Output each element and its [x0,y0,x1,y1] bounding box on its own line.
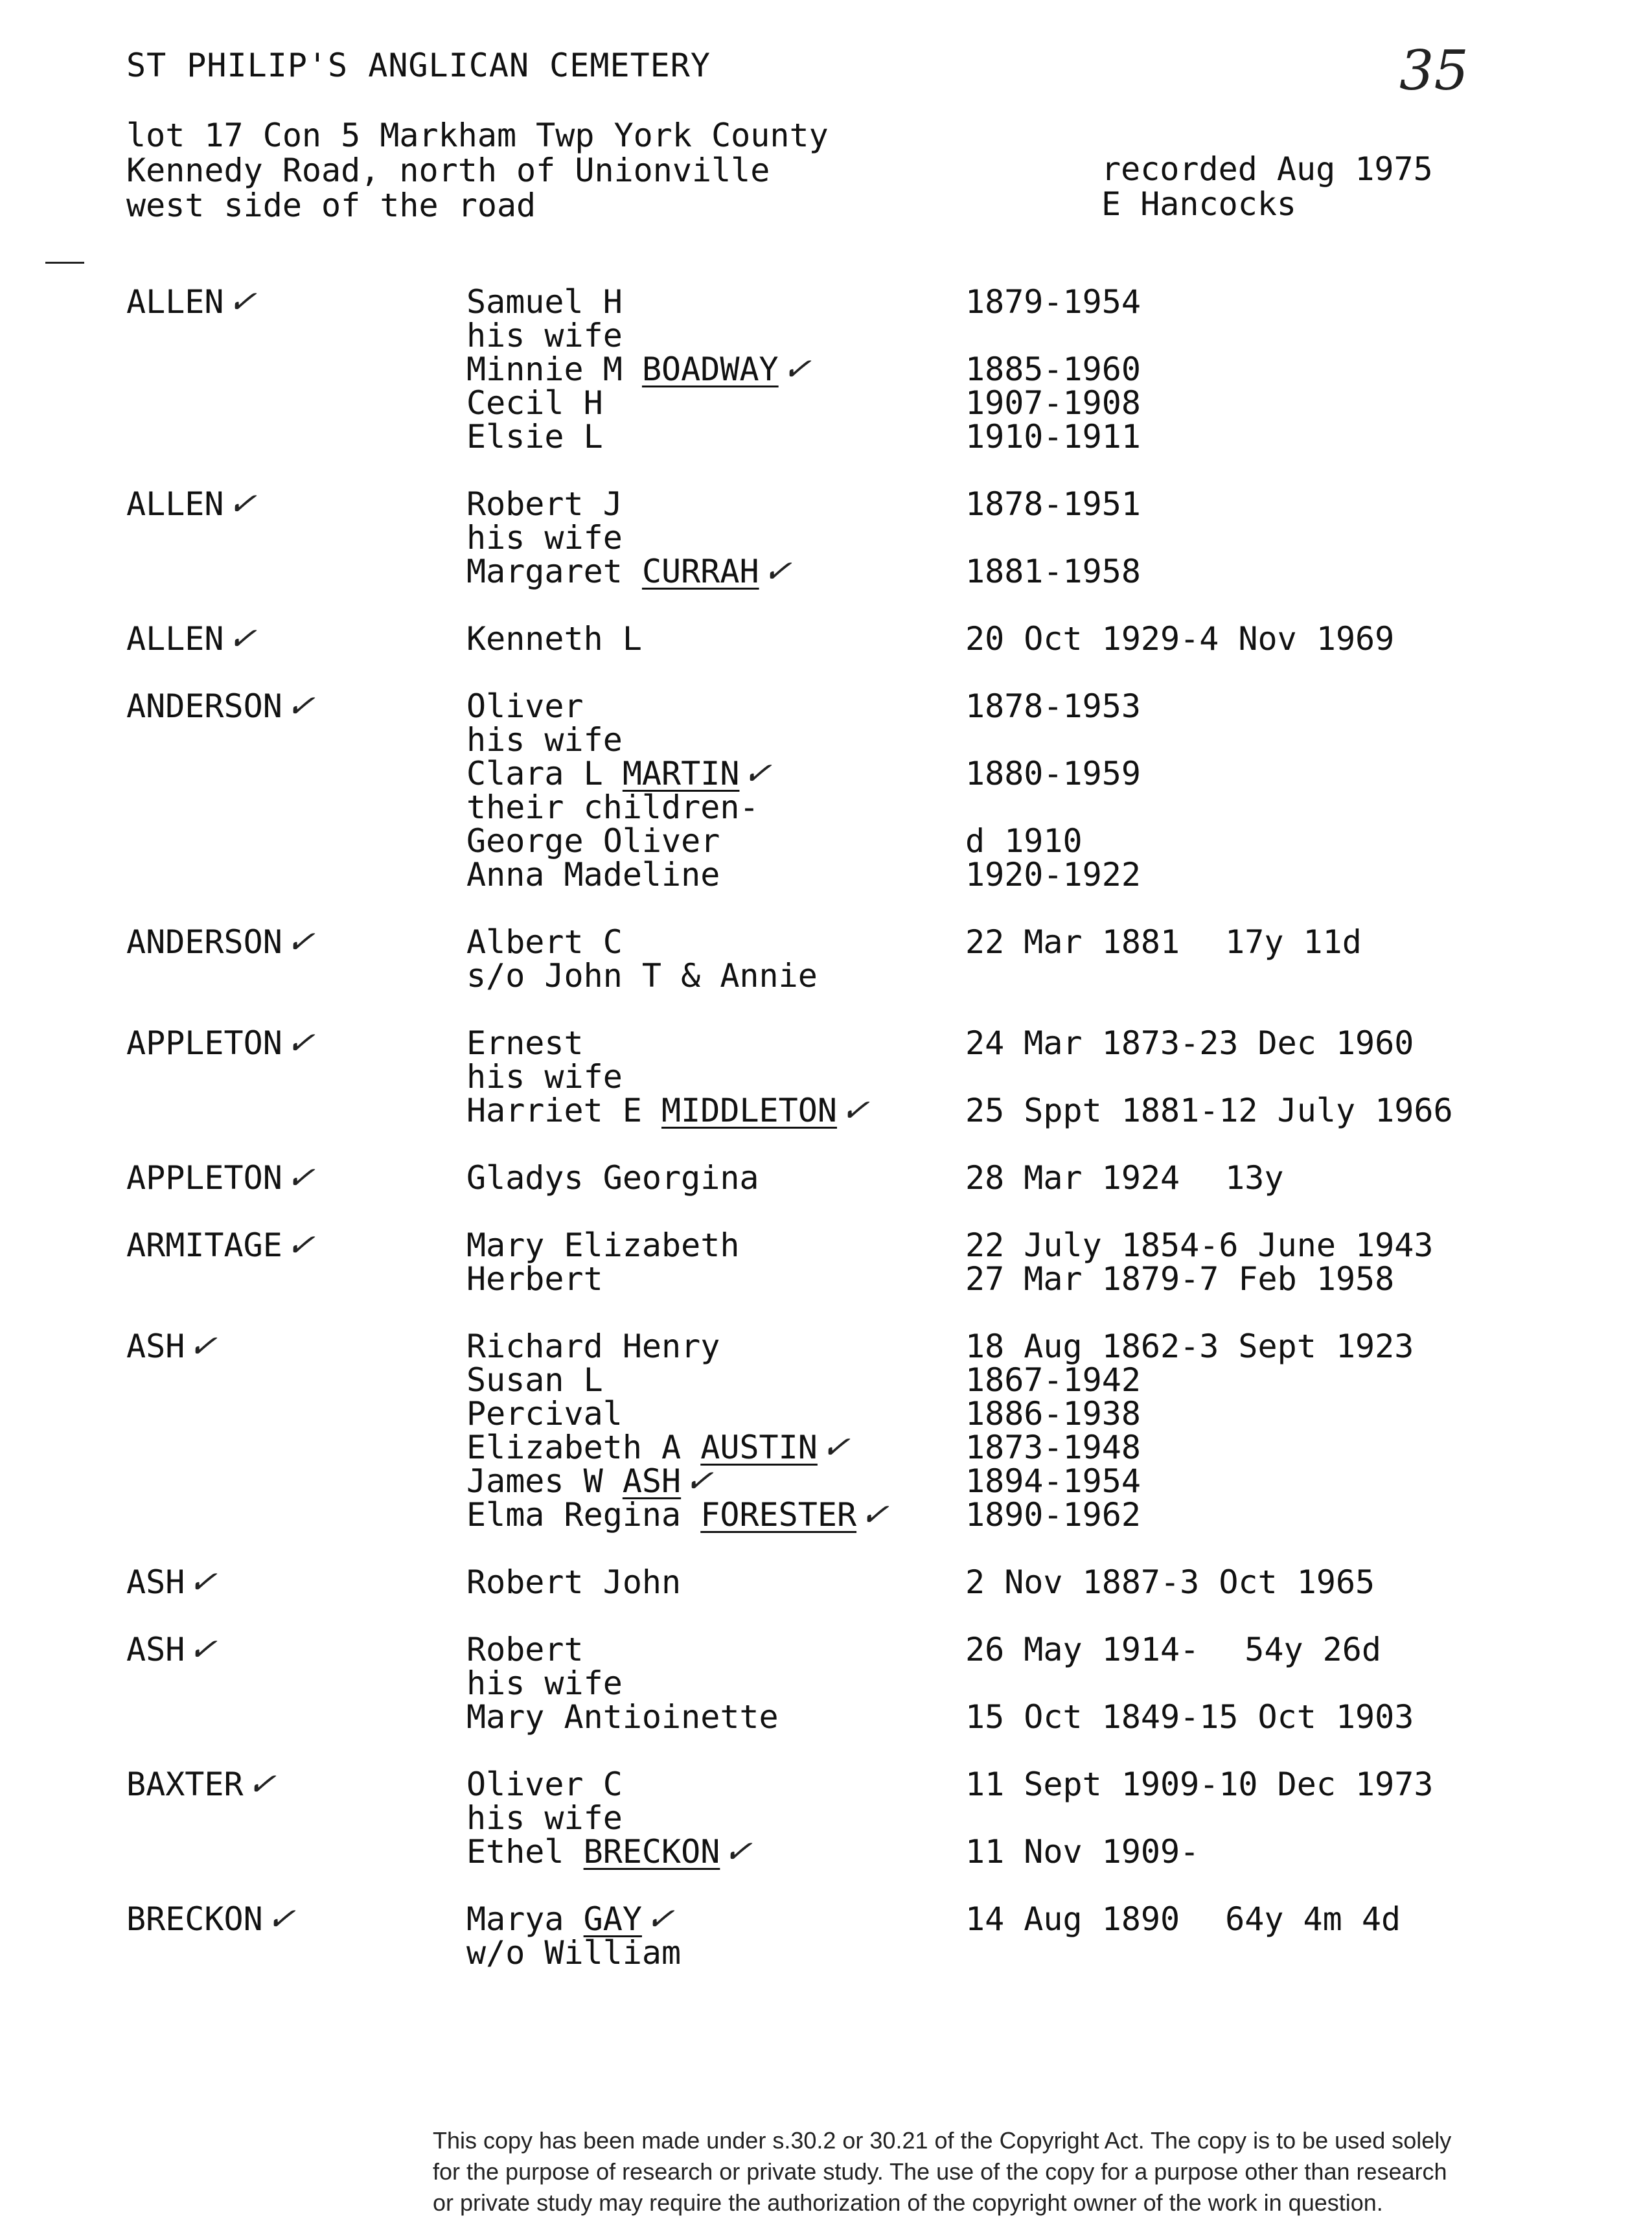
person-name: Ernest [466,1024,584,1062]
surname [126,1898,297,1941]
person-row [466,386,1652,420]
location-block [126,118,829,223]
person-row [466,1026,1652,1060]
person-row [466,1060,1652,1094]
surname-text: ALLEN [126,620,224,658]
copyright-notice [433,2125,1625,2218]
person-name: his wife [466,1664,623,1702]
check-mark-icon: ✓ [225,483,258,525]
person-name: Susan L [466,1361,603,1399]
person-row [466,752,1652,795]
person-row [466,959,1652,993]
life-dates: 1881-1958 [965,553,1141,590]
location-line: lot 17 Con 5 Markham Twp York County [126,117,829,154]
check-mark-icon: ✓ [858,1493,891,1536]
copyright-line: or private study may require the authorization of the copyright owner of the work in question. [433,2189,1383,2216]
surname-underlined: MARTIN [622,755,740,792]
surname-text: ASH [126,1631,185,1668]
burial-entry [0,921,1652,995]
person-row [466,790,1652,824]
life-dates: 22 Mar 1881 [965,923,1180,961]
person-row [466,1700,1652,1734]
person-name: Herbert [466,1260,603,1298]
check-mark-icon: ✓ [761,550,794,593]
person-name: Percival [466,1395,623,1433]
life-dates: 1885-1960 [965,351,1141,388]
person-name: Elma Regina FORESTER✓ [466,1493,891,1536]
life-dates: 1880-1959 [965,755,1141,792]
check-mark-icon: ✓ [741,752,774,795]
person-row [466,1898,1652,1941]
surname [126,281,258,323]
person-name: Oliver [466,687,584,725]
check-mark-icon: ✓ [284,1224,317,1267]
life-dates: 1910-1911 [965,418,1141,455]
location-line: west side of the road [126,187,536,224]
surname-underlined: GAY [583,1900,642,1938]
surname [126,1022,317,1065]
person-name: Samuel H [466,283,623,321]
surname-underlined: CURRAH [641,553,759,590]
check-mark-icon: ✓ [245,1763,278,1806]
person-row [466,1565,1652,1599]
burial-entry [0,1561,1652,1604]
life-dates: 22 July 1854-6 June 1943 [965,1227,1434,1264]
person-row [466,622,1652,656]
check-mark-icon: ✓ [187,1628,219,1671]
recorder-name: E Hancocks [1101,185,1297,223]
person-name: their children- [466,789,759,826]
person-name: Robert John [466,1563,682,1601]
person-name: w/o William [466,1934,682,1972]
check-mark-icon: ✓ [643,1898,676,1941]
check-mark-icon: ✓ [284,685,317,728]
surname [126,1224,317,1267]
life-dates: 14 Aug 1890 [965,1900,1180,1938]
person-row [466,689,1652,723]
handwritten-page-number: 35 [1399,39,1469,102]
person-row [466,858,1652,892]
age-at-death: 13y [1225,1159,1284,1197]
check-mark-icon: ✓ [284,1022,317,1065]
check-mark-icon: ✓ [683,1460,715,1503]
person-row [466,1089,1652,1132]
surname [126,685,317,728]
burial-entry [0,483,1652,593]
surname [126,1561,219,1604]
person-name: Kenneth L [466,620,642,658]
surname [126,617,258,660]
person-name: Minnie M BOADWAY✓ [466,348,813,391]
life-dates: 1920-1922 [965,856,1141,893]
person-row [466,1426,1652,1469]
age-at-death: 17y 11d [1225,923,1362,961]
person-name: his wife [466,1058,623,1096]
copyright-line: This copy has been made under s.30.2 or 30.21 of the Copyright Act. The copy is to be used solely [433,2127,1452,2154]
check-mark-icon: ✓ [225,281,258,323]
person-name: Richard Henry [466,1328,720,1365]
burial-entry [0,1157,1652,1199]
person-row [466,1801,1652,1835]
person-row [466,319,1652,352]
person-name: Margaret CURRAH✓ [466,550,794,593]
surname [126,483,258,525]
person-row [466,1830,1652,1873]
person-name: Robert J [466,485,623,523]
person-row [466,1262,1652,1296]
surname [126,921,317,963]
surname-text: ANDERSON [126,687,282,725]
check-mark-icon: ✓ [284,1157,317,1199]
person-row [466,925,1652,959]
person-name: his wife [466,1799,623,1837]
surname-underlined: ASH [622,1462,682,1500]
person-row [466,348,1652,391]
life-dates: 18 Aug 1862-3 Sept 1923 [965,1328,1414,1365]
life-dates: 1878-1951 [965,485,1141,523]
person-row [466,1228,1652,1262]
burial-entry [0,1224,1652,1298]
surname-text: ANDERSON [126,923,282,961]
life-dates: d 1910 [965,822,1083,860]
check-mark-icon: ✓ [187,1325,219,1368]
check-mark-icon: ✓ [780,348,813,391]
check-mark-icon: ✓ [225,617,258,660]
burial-entry [0,617,1652,660]
person-row [466,1161,1652,1195]
burial-entry [0,281,1652,455]
surname-underlined: BOADWAY [641,351,779,388]
person-row [466,1936,1652,1970]
check-mark-icon: ✓ [264,1898,297,1941]
surname-underlined: AUSTIN [700,1429,818,1466]
surname [126,1628,219,1671]
burial-entry [0,1628,1652,1736]
person-name: s/o John T & Annie [466,957,818,995]
person-row [466,285,1652,319]
life-dates: 1867-1942 [965,1361,1141,1399]
burial-entry [0,1763,1652,1873]
person-name: Oliver C [466,1766,623,1803]
surname-text: ASH [126,1563,185,1601]
person-name: Albert C [466,923,623,961]
life-dates: 1890-1962 [965,1496,1141,1534]
age-at-death: 54y 26d [1245,1631,1381,1668]
burial-entry [0,1022,1652,1132]
surname-text: APPLETON [126,1024,282,1062]
life-dates: 15 Oct 1849-15 Oct 1903 [965,1698,1414,1736]
person-name: his wife [466,317,623,354]
recorded-date: recorded Aug 1975 [1101,150,1433,188]
life-dates: 25 Sppt 1881-12 July 1966 [965,1092,1453,1129]
person-row [466,1493,1652,1536]
life-dates: 28 Mar 1924 [965,1159,1180,1197]
age-at-death: 64y 4m 4d [1225,1900,1401,1938]
life-dates: 11 Nov 1909- [965,1833,1200,1871]
recorded-block [1101,152,1433,222]
person-name: Clara L MARTIN✓ [466,752,774,795]
person-name: Mary Elizabeth [466,1227,740,1264]
person-name: Harriet E MIDDLETON✓ [466,1089,871,1132]
life-dates: 1907-1908 [965,384,1141,422]
life-dates: 1886-1938 [965,1395,1141,1433]
surname [126,1157,317,1199]
surname-text: ALLEN [126,485,224,523]
person-row [466,1460,1652,1503]
life-dates: 2 Nov 1887-3 Oct 1965 [965,1563,1375,1601]
life-dates: 24 Mar 1873-23 Dec 1960 [965,1024,1414,1062]
person-row [466,487,1652,521]
person-name: his wife [466,519,623,557]
burial-entry [0,685,1652,893]
check-mark-icon: ✓ [187,1561,219,1604]
person-name: Mary Antioinette [466,1698,779,1736]
location-line: Kennedy Road, north of Unionville [126,152,770,189]
person-name: Elsie L [466,418,603,455]
check-mark-icon: ✓ [819,1426,852,1469]
surname [126,1763,278,1806]
person-row [466,420,1652,454]
person-name: Gladys Georgina [466,1159,759,1197]
life-dates: 1873-1948 [965,1429,1141,1466]
person-name: his wife [466,721,623,759]
person-row [466,1768,1652,1801]
person-row [466,1666,1652,1700]
surname-underlined: MIDDLETON [661,1092,837,1129]
life-dates: 27 Mar 1879-7 Feb 1958 [965,1260,1395,1298]
person-name: George Oliver [466,822,720,860]
surname-underlined: FORESTER [700,1496,857,1534]
person-row [466,1633,1652,1666]
surname [126,1325,219,1368]
surname-text: BAXTER [126,1766,244,1803]
check-mark-icon: ✓ [722,1830,754,1873]
person-name: Cecil H [466,384,603,422]
burial-entry [0,1898,1652,1972]
person-name: James W ASH✓ [466,1460,715,1503]
life-dates: 26 May 1914- [965,1631,1200,1668]
person-name: Marya GAY✓ [466,1898,676,1941]
check-mark-icon: ✓ [838,1089,871,1132]
person-name: Anna Madeline [466,856,720,893]
life-dates: 20 Oct 1929-4 Nov 1969 [965,620,1395,658]
life-dates: 1879-1954 [965,283,1141,321]
person-row [466,1397,1652,1431]
surname-text: ASH [126,1328,185,1365]
person-name: Robert [466,1631,584,1668]
page-title: ST PHILIP'S ANGLICAN CEMETERY [126,47,711,84]
burial-entries-list [0,281,1652,2003]
margin-mark [45,262,84,264]
person-row [466,1330,1652,1363]
copyright-line: for the purpose of research or private study. The use of the copy for a purpose other than research [433,2158,1447,2185]
person-row [466,550,1652,593]
person-row [466,824,1652,858]
person-name: Elizabeth A AUSTIN✓ [466,1426,852,1469]
burial-entry [0,1325,1652,1536]
life-dates: 1894-1954 [965,1462,1141,1500]
person-row [466,521,1652,555]
person-name: Ethel BRECKON✓ [466,1830,754,1873]
person-row [466,723,1652,757]
surname-text: BRECKON [126,1900,263,1938]
life-dates: 11 Sept 1909-10 Dec 1973 [965,1766,1434,1803]
surname-text: APPLETON [126,1159,282,1197]
surname-underlined: BRECKON [583,1833,720,1871]
check-mark-icon: ✓ [284,921,317,963]
surname-text: ARMITAGE [126,1227,282,1264]
life-dates: 1878-1953 [965,687,1141,725]
surname-text: ALLEN [126,283,224,321]
person-row [466,1363,1652,1397]
